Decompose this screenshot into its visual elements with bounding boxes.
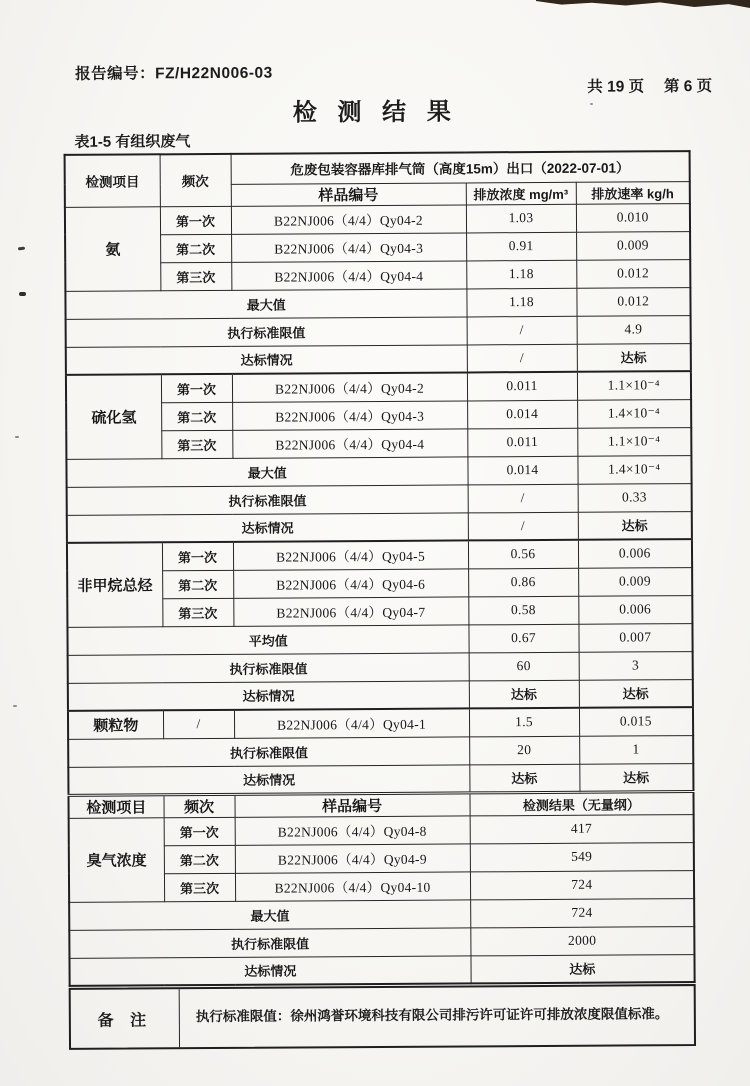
- h2s-limit-label: 执行标准限值: [67, 484, 468, 514]
- results-table: [64, 150, 696, 987]
- odor-trip1-result: 417: [470, 814, 694, 843]
- item-ammonia: 氨: [65, 206, 161, 291]
- table-row: [68, 679, 693, 711]
- pm-limit-label: 执行标准限值: [68, 736, 469, 766]
- h2s-trip2-sample: B22NJ006（4/4）Qy04-3: [232, 400, 467, 429]
- col-header-result: 检测结果（无量纲）: [469, 791, 693, 815]
- h2s-trip3-rate: 1.1×10⁻⁴: [577, 427, 691, 456]
- h2s-compliance-rate: 达标: [578, 511, 692, 540]
- odor-trip3-sample: B22NJ006（4/4）Qy04-10: [235, 871, 470, 900]
- h2s-trip3-label: 第三次: [161, 430, 232, 458]
- nmhc-trip2-conc: 0.86: [468, 568, 578, 597]
- nmhc-compliance-rate: 达标: [579, 679, 693, 708]
- ammonia-compliance-conc: /: [467, 344, 577, 373]
- nmhc-trip2-sample: B22NJ006（4/4）Qy04-6: [233, 568, 468, 597]
- nmhc-trip1-conc: 0.56: [468, 540, 578, 569]
- odor-max-label: 最大值: [69, 899, 470, 929]
- odor-trip2-sample: B22NJ006（4/4）Qy04-9: [235, 843, 470, 872]
- item-pm: 颗粒物: [68, 710, 163, 739]
- col-header-freq-2: 频次: [163, 794, 234, 817]
- nmhc-trip1-label: 第一次: [162, 542, 233, 570]
- report-number: 报告编号：FZ/H22N006-03: [75, 64, 273, 83]
- nmhc-trip3-sample: B22NJ006（4/4）Qy04-7: [233, 596, 468, 625]
- table-row: [66, 371, 691, 403]
- nmhc-trip2-label: 第二次: [162, 570, 233, 598]
- ammonia-trip2-conc: 0.91: [466, 232, 576, 261]
- nmhc-trip3-label: 第三次: [162, 598, 233, 626]
- pm-compliance-conc: 达标: [469, 764, 579, 793]
- table-row: [66, 455, 691, 487]
- h2s-max-label: 最大值: [66, 456, 467, 486]
- ammonia-trip1-label: 第一次: [160, 206, 231, 234]
- remark-text: 执行标准限值：徐州鸿誉环境科技有限公司排污许可证许可排放浓度限值标准。: [195, 1006, 669, 1025]
- pm-conc: 1.5: [469, 708, 579, 737]
- nmhc-limit-conc: 60: [469, 652, 579, 681]
- ammonia-trip1-sample: B22NJ006（4/4）Qy04-2: [231, 204, 466, 233]
- h2s-trip2-conc: 0.014: [467, 400, 577, 429]
- odor-compliance-label: 达标情况: [69, 955, 470, 985]
- nmhc-avg-label: 平均值: [67, 624, 468, 654]
- table-row: [68, 707, 693, 739]
- nmhc-compliance-conc: 达标: [469, 680, 579, 709]
- h2s-compliance-conc: /: [468, 512, 578, 541]
- table-row: [67, 539, 692, 571]
- ammonia-trip2-rate: 0.009: [576, 231, 690, 260]
- h2s-trip1-conc: 0.011: [467, 372, 577, 401]
- ammonia-trip3-conc: 1.18: [466, 260, 576, 289]
- page-count: 共 19 页 第 6 页: [587, 77, 713, 96]
- col-header-concentration: 排放浓度 mg/m³: [466, 182, 576, 205]
- table-row: [66, 315, 691, 347]
- h2s-trip2-rate: 1.4×10⁻⁴: [577, 399, 691, 428]
- col-header-item: 检测项目: [65, 154, 160, 207]
- nmhc-trip1-sample: B22NJ006（4/4）Qy04-5: [233, 540, 468, 569]
- ammonia-trip1-rate: 0.010: [576, 203, 690, 232]
- ammonia-trip3-sample: B22NJ006（4/4）Qy04-4: [231, 260, 466, 289]
- odor-limit-result: 2000: [470, 926, 694, 955]
- pm-compliance-label: 达标情况: [68, 764, 469, 794]
- nmhc-limit-label: 执行标准限值: [68, 652, 469, 682]
- h2s-trip2-label: 第二次: [161, 402, 232, 430]
- ammonia-compliance-label: 达标情况: [66, 344, 467, 374]
- pm-sample: B22NJ006（4/4）Qy04-1: [234, 708, 469, 737]
- odor-trip3-label: 第三次: [164, 873, 235, 901]
- table-row: [67, 483, 692, 515]
- table-row: [68, 651, 693, 683]
- col-header-rate: 排放速率 kg/h: [576, 181, 690, 204]
- ammonia-limit-conc: /: [467, 316, 577, 345]
- odor-compliance-result: 达标: [470, 954, 694, 983]
- h2s-trip1-sample: B22NJ006（4/4）Qy04-2: [232, 372, 467, 401]
- odor-limit-label: 执行标准限值: [69, 927, 470, 957]
- h2s-max-conc: 0.014: [467, 456, 577, 485]
- ammonia-trip2-sample: B22NJ006（4/4）Qy04-3: [231, 232, 466, 261]
- item-odor: 臭气浓度: [69, 817, 165, 902]
- ammonia-compliance-rate: 达标: [577, 343, 691, 372]
- h2s-limit-conc: /: [468, 484, 578, 513]
- page-title: 检 测 结 果: [292, 98, 458, 127]
- nmhc-limit-rate: 3: [579, 651, 693, 680]
- col-header-freq: 频次: [160, 154, 231, 206]
- table-row: [69, 814, 694, 846]
- nmhc-avg-rate: 0.007: [578, 623, 692, 652]
- h2s-trip3-conc: 0.011: [467, 428, 577, 457]
- item-nmhc: 非甲烷总烃: [67, 542, 163, 627]
- ammonia-trip1-conc: 1.03: [466, 204, 576, 233]
- pm-limit-conc: 20: [469, 736, 579, 765]
- h2s-compliance-label: 达标情况: [67, 512, 468, 542]
- h2s-trip1-rate: 1.1×10⁻⁴: [577, 371, 691, 400]
- h2s-trip1-label: 第一次: [161, 374, 232, 402]
- col-header-item-2: 检测项目: [68, 794, 163, 818]
- ammonia-limit-label: 执行标准限值: [66, 316, 467, 346]
- ammonia-limit-rate: 4.9: [577, 315, 691, 344]
- table-caption: 表1-5 有组织废气: [74, 133, 191, 151]
- odor-trip1-label: 第一次: [164, 817, 235, 845]
- odor-trip2-label: 第二次: [164, 845, 235, 873]
- h2s-max-rate: 1.4×10⁻⁴: [577, 455, 691, 484]
- table-row: [69, 954, 694, 986]
- table-row: [68, 763, 693, 795]
- remark-label: 备 注: [71, 989, 180, 1048]
- item-h2s: 硫化氢: [66, 374, 162, 459]
- remark-box: [69, 984, 696, 1050]
- ammonia-max-rate: 0.012: [576, 287, 690, 316]
- nmhc-trip3-conc: 0.58: [468, 596, 578, 625]
- ammonia-trip2-label: 第二次: [160, 234, 231, 262]
- ammonia-trip3-label: 第三次: [160, 262, 231, 290]
- table-row: [67, 623, 692, 655]
- pm-limit-rate: 1: [579, 735, 693, 764]
- table-row: [65, 287, 690, 319]
- odor-max-result: 724: [470, 898, 694, 927]
- nmhc-trip3-rate: 0.006: [578, 595, 692, 624]
- ammonia-max-conc: 1.18: [466, 288, 576, 317]
- col-header-outlet: 危废包装容器库排气筒（高度15m）出口（2022-07-01）: [231, 151, 690, 184]
- table-row: [69, 926, 694, 958]
- h2s-limit-rate: 0.33: [578, 483, 692, 512]
- table-row: [65, 203, 690, 235]
- ammonia-trip3-rate: 0.012: [576, 259, 690, 288]
- odor-trip1-sample: B22NJ006（4/4）Qy04-8: [235, 815, 470, 844]
- pm-freq: /: [163, 710, 234, 738]
- pm-compliance-rate: 达标: [579, 763, 693, 792]
- table-row: [66, 343, 691, 375]
- col-header-sample-2: 样品编号: [234, 792, 469, 816]
- nmhc-trip2-rate: 0.009: [578, 567, 692, 596]
- table-row: [67, 511, 692, 543]
- nmhc-compliance-label: 达标情况: [68, 680, 469, 710]
- col-header-sample: 样品编号: [231, 182, 466, 205]
- odor-trip3-result: 724: [470, 870, 694, 899]
- nmhc-avg-conc: 0.67: [468, 624, 578, 653]
- odor-trip2-result: 549: [470, 842, 694, 871]
- nmhc-trip1-rate: 0.006: [578, 539, 692, 568]
- h2s-trip3-sample: B22NJ006（4/4）Qy04-4: [232, 428, 467, 457]
- table-row: [69, 898, 694, 930]
- ammonia-max-label: 最大值: [65, 288, 466, 318]
- table-row: [68, 735, 693, 767]
- pm-rate: 0.015: [579, 707, 693, 736]
